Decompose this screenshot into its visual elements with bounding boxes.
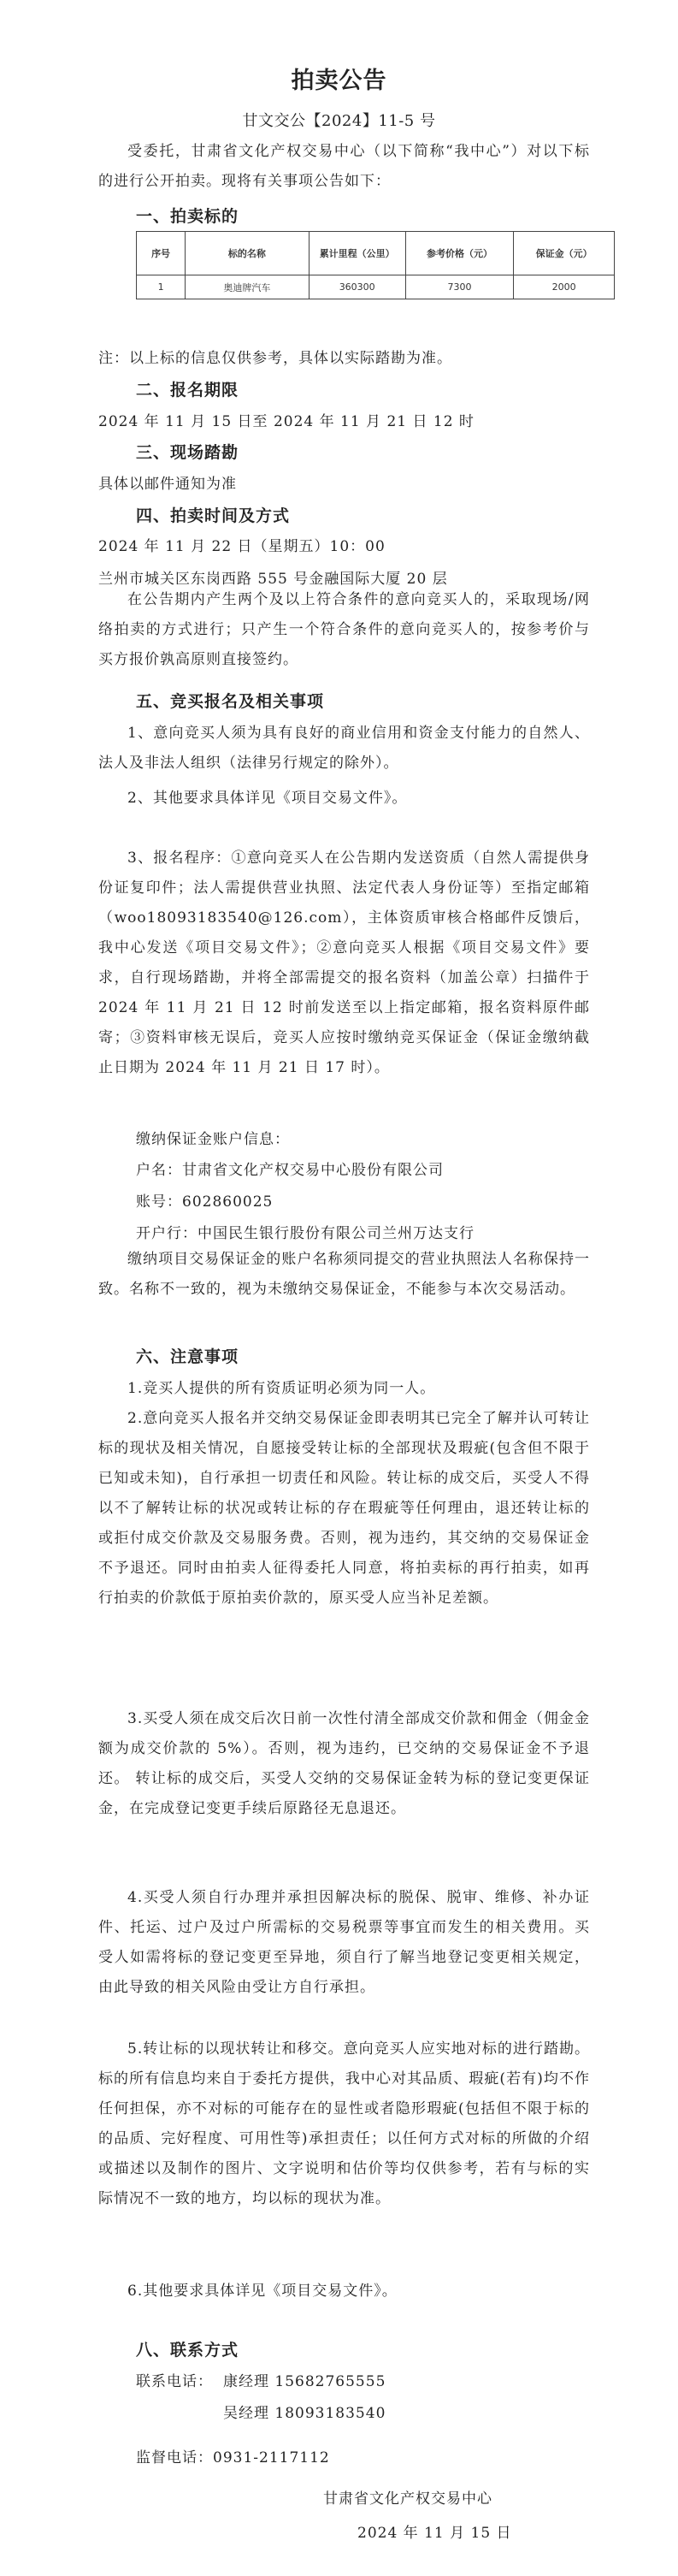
section-heading-bidder-registration: 五、竞买报名及相关事项 <box>136 692 325 711</box>
table-note: 注：以上标的信息仅供参考，具体以实际踏勘为准。 <box>98 350 452 367</box>
notice-item-2: 2.意向竞买人报名并交纳交易保证金即表明其已完全了解并认可转让标的现状及相关情况，自愿接受转让标的全部现状及瑕疵(包含但不限于已知或未知)，自行承担一切责任和风险。转让标的成交后，买受人不得以不了解转让标的状况或转让标的存在瑕疵等任何理由，退还转让标的或拒付成交价款及交易服务费。否则，视为违约，其交纳的交易保证金不予退还。同时由拍卖人征得委托人同意，将拍卖标的再行拍卖，如再行拍卖的价款低于原拍卖价款的，原买受人应当补足差额。 <box>98 1410 590 1607</box>
section-heading-notes: 六、注意事项 <box>136 1347 239 1366</box>
intro-paragraph: 受委托，甘肃省文化产权交易中心（以下简称“我中心”）对以下标的进行公开拍卖。现将有关事项公告如下： <box>98 143 590 190</box>
notice-item-3: 3.买受人须在成交后次日前一次性付清全部成交价款和佣金（佣金金额为成交价款的 5%）。否则，视为违约，已交纳的交易保证金不予退还。 转让标的成交后，买受人交纳的交易保证金转为标的登记变更保证金，在完成登记变更手续后原路径无息退还。 <box>98 1710 590 1817</box>
table-cell: 7300 <box>405 275 514 299</box>
notice-item-1: 1.竞买人提供的所有资质证明必须为同一人。 <box>127 1380 436 1397</box>
page-title: 拍卖公告 <box>291 68 387 94</box>
site-inspection-text: 具体以邮件通知为准 <box>98 476 237 493</box>
notice-item-4: 4.买受人须自行办理并承担因解决标的脱保、脱审、维修、补办证件、托运、过户及过户所需标的交易税票等事宜而发生的相关费用。买受人如需将标的登记变更至异地，须自行了解当地登记变更相关规定，由此导致的相关风险由受让方自行承担。 <box>98 1889 590 1996</box>
registration-procedure: 3、报名程序：①意向竞买人在公告期内发送资质（自然人需提供身份证复印件；法人需提供营业执照、法定代表人身份证等）至指定邮箱（woo18093183540@126.com），主体资质审核合格邮件反馈后，我中心发送《项目交易文件》；②意向竞买人根据《项目交易文件》要求，自行现场踏勘，并将全部需提交的报名资料（加盖公章）扫描件于 2024 年 11 月 21 日 12 时前发送至以上指定邮箱，报名资料原件邮寄；③资料审核无误后，竞买人应按时缴纳竞买保证金（保证金缴纳截止日期为 2024 年 11 月 21 日 17 时）。 <box>98 850 590 1076</box>
deposit-account-bank: 开户行：中国民生银行股份有限公司兰州万达支行 <box>136 1225 475 1242</box>
table-header-cell: 参考价格（元） <box>405 232 514 275</box>
table-header-cell: 累计里程（公里） <box>309 232 405 275</box>
table-cell: 奥迪牌汽车 <box>186 275 310 299</box>
table-header-cell: 序号 <box>137 232 186 275</box>
supervision-phone: 监督电话：0931-2117112 <box>136 2449 330 2466</box>
section-heading-auction-time: 四、拍卖时间及方式 <box>136 506 291 525</box>
table-header-cell: 标的名称 <box>186 232 310 275</box>
bidder-requirement-2: 2、其他要求具体详见《项目交易文件》。 <box>127 790 408 807</box>
table-row <box>137 275 615 299</box>
bidder-requirement-1: 1、意向竞买人须为具有良好的商业信用和资金支付能力的自然人、法人及非法人组织（法律另行规定的除外）。 <box>98 725 590 772</box>
deposit-account-name: 户名：甘肃省文化产权交易中心股份有限公司 <box>136 1162 444 1179</box>
auction-time-text: 2024 年 11 月 22 日（星期五）10：00 <box>98 538 386 555</box>
notice-item-6: 6.其他要求具体详见《项目交易文件》。 <box>127 2283 398 2300</box>
contact-person-1: 康经理 15682765555 <box>223 2373 386 2390</box>
section-heading-contact: 八、联系方式 <box>136 2341 239 2360</box>
table-cell: 360300 <box>309 275 405 299</box>
table-cell: 2000 <box>514 275 615 299</box>
signature-organization: 甘肃省文化产权交易中心 <box>323 2490 492 2508</box>
signature-date: 2024 年 11 月 15 日 <box>357 2525 512 2542</box>
document-number: 甘文交公【2024】11-5 号 <box>242 112 436 130</box>
notice-item-5: 5.转让标的以现状转让和移交。意向竞买人应实地对标的进行踏勘。标的所有信息均来自于委托方提供，我中心对其品质、瑕疵(若有)均不作任何担保，亦不对标的可能存在的显性或者隐形瑕疵(包括但不限于标的的品质、完好程度、可用性等)承担责任；以任何方式对标的所做的介绍或描述以及制作的图片、文字说明和估价等均仅供参考，若有与标的实际情况不一致的地方，均以标的现状为准。 <box>98 2040 590 2207</box>
deposit-account-number: 账号：602860025 <box>136 1193 274 1211</box>
deposit-account-note: 缴纳项目交易保证金的账户名称须同提交的营业执照法人名称保持一致。名称不一致的，视为未缴纳交易保证金，不能参与本次交易活动。 <box>98 1251 590 1298</box>
auction-location-text: 兰州市城关区东岗西路 555 号金融国际大厦 20 层 <box>98 571 448 588</box>
table-header-row <box>137 232 615 275</box>
table-cell: 1 <box>137 275 186 299</box>
section-heading-registration-period: 二、报名期限 <box>136 381 239 400</box>
section-heading-auction-object: 一、拍卖标的 <box>136 207 239 226</box>
auction-method-paragraph: 在公告期内产生两个及以上符合条件的意向竞买人的，采取现场/网络拍卖的方式进行；只产生一个符合条件的意向竞买人的，按参考价与买方报价孰高原则直接签约。 <box>98 591 590 668</box>
contact-person-2: 吴经理 18093183540 <box>223 2405 386 2422</box>
registration-period-text: 2024 年 11 月 15 日至 2024 年 11 月 21 日 12 时 <box>98 413 475 430</box>
table-header-cell: 保证金（元） <box>514 232 615 275</box>
deposit-account-label: 缴纳保证金账户信息： <box>136 1131 290 1148</box>
section-heading-site-inspection: 三、现场踏勘 <box>136 443 239 462</box>
auction-object-table <box>136 231 615 299</box>
contact-label: 联系电话： <box>136 2373 213 2390</box>
